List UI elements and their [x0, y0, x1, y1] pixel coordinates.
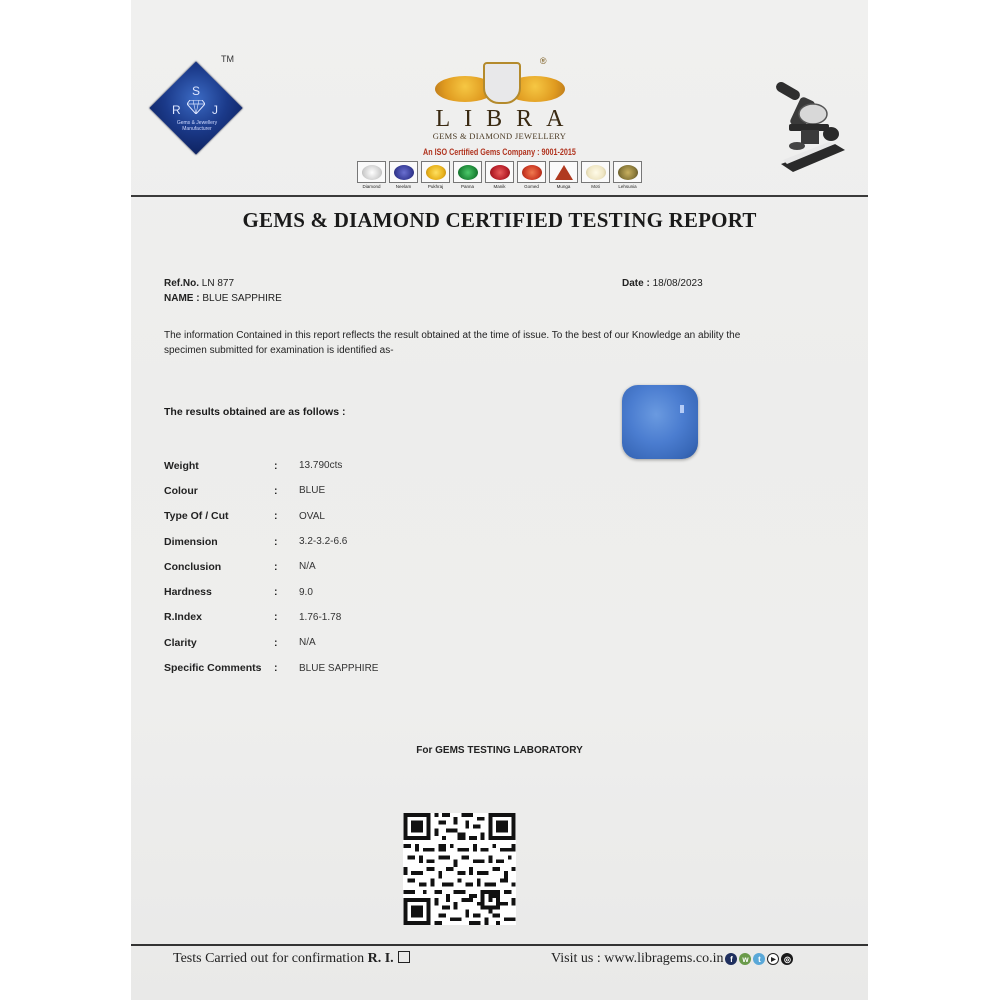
spec-key: R.Index [164, 611, 202, 624]
certificate-page [131, 0, 868, 1000]
spec-value: 13.790cts [299, 460, 343, 472]
gem-moti [581, 161, 610, 189]
libra-crest-icon [425, 56, 575, 108]
brand-tagline: GEMS & DIAMOND JEWELLERY [432, 131, 567, 141]
footer-divider [131, 944, 868, 946]
spec-colon: : [274, 636, 278, 649]
header-divider [131, 195, 868, 197]
date-label: Date : [622, 278, 650, 289]
spec-key: Weight [164, 459, 199, 472]
intro-paragraph: The information Contained in this report reflects the result obtained at the time of issue. To the best of our Knowledge an ability the specimen submitted for examination is identified as- [164, 330, 741, 356]
spec-value: 3.2-3.2-6.6 [299, 536, 348, 548]
manik-gem-icon [490, 165, 510, 180]
spec-key: Hardness [164, 586, 212, 599]
spec-row-cut [164, 504, 378, 529]
tests-confirmation [173, 951, 410, 967]
spec-colon: : [274, 662, 278, 675]
website-contact [551, 951, 793, 967]
spec-row-dimension [164, 529, 378, 554]
spec-colon: : [274, 510, 278, 523]
srj-letter-j: J [212, 103, 218, 117]
lehsunia-gem-icon [618, 165, 638, 180]
lab-signature: For GEMS TESTING LABORATORY [416, 745, 583, 756]
spec-key: Colour [164, 484, 198, 497]
spec-colon: : [274, 611, 278, 624]
spec-row-colour [164, 478, 378, 503]
gem-munga [549, 161, 578, 189]
gem-neelam [389, 161, 418, 189]
date-value: 18/08/2023 [652, 278, 703, 289]
gem-label: Manik [493, 184, 506, 189]
moti-gem-icon [586, 165, 606, 180]
gem-pukhraj [421, 161, 450, 189]
results-heading: The results obtained are as follows : [164, 406, 346, 418]
youtube-icon[interactable]: ▶ [767, 953, 779, 965]
gem-label: Panna [460, 184, 474, 189]
spec-row-hardness [164, 579, 378, 604]
munga-gem-icon [555, 165, 573, 180]
spec-key: Specific Comments [164, 662, 262, 675]
spec-value: 9.0 [299, 586, 313, 598]
ref-value: LN 877 [201, 278, 235, 289]
website-link[interactable]: Visit us : www.libragems.co.in [551, 951, 724, 966]
spec-row-weight [164, 453, 378, 478]
trademark-mark: TM [221, 54, 234, 64]
twitter-icon[interactable]: t [753, 953, 765, 965]
spec-value: 1.76-1.78 [299, 611, 342, 623]
spec-key: Dimension [164, 535, 218, 548]
brand-name: LIBRA [435, 106, 578, 132]
spec-colon: : [274, 484, 278, 497]
gem-label: Moti [591, 184, 600, 189]
gem-panna [453, 161, 482, 189]
ref-number [164, 278, 234, 289]
ref-label: Ref.No. [164, 278, 199, 289]
spec-row-comments [164, 655, 378, 680]
spec-value: N/A [299, 561, 316, 573]
spec-value: OVAL [299, 510, 325, 522]
whatsapp-icon[interactable]: w [739, 953, 751, 965]
qr-code[interactable] [403, 813, 516, 925]
gem-label: Lehsunia [618, 184, 637, 189]
gem-label: Munga [556, 184, 571, 189]
instagram-icon[interactable]: ◎ [781, 953, 793, 965]
microscope-icon [773, 72, 848, 172]
gem-label: Gomed [524, 184, 539, 189]
specimen-name [164, 293, 282, 304]
spec-value: N/A [299, 637, 316, 649]
srj-letter-r: R [172, 103, 181, 117]
pukhraj-gem-icon [426, 165, 446, 180]
spec-colon: : [274, 560, 278, 573]
gem-lehsunia [613, 161, 642, 189]
spec-row-clarity [164, 630, 378, 655]
report-title: GEMS & DIAMOND CERTIFIED TESTING REPORT [242, 208, 757, 232]
spec-value: BLUE SAPPHIRE [299, 662, 379, 674]
tests-bold: R. I. [367, 951, 394, 966]
gem-gomed [517, 161, 546, 189]
gemstone-photo [622, 385, 698, 459]
srj-letter-s: S [192, 84, 201, 98]
gem-strip [131, 161, 868, 189]
neelam-gem-icon [394, 165, 414, 180]
gem-label: Neelam [395, 184, 412, 189]
spec-key: Conclusion [164, 560, 222, 573]
gomed-gem-icon [522, 165, 542, 180]
panna-gem-icon [458, 165, 478, 180]
spec-colon: : [274, 459, 278, 472]
gem-manik [485, 161, 514, 189]
gem-label: Pukhraj [427, 184, 444, 189]
name-value: BLUE SAPPHIRE [202, 293, 282, 304]
spec-row-refractive-index [164, 605, 378, 630]
tests-text: Tests Carried out for confirmation [173, 951, 365, 966]
gem-label: Diamond [362, 184, 381, 189]
spec-colon: : [274, 586, 278, 599]
facebook-icon[interactable]: f [725, 953, 737, 965]
diamond-gem-icon [362, 165, 382, 180]
ri-checkbox[interactable] [398, 951, 410, 963]
iso-certification: An ISO Certified Gems Company : 9001-2015 [423, 147, 576, 157]
spec-table [164, 453, 378, 681]
spec-row-conclusion [164, 554, 378, 579]
spec-key: Clarity [164, 636, 197, 649]
gem-diamond [357, 161, 386, 189]
registered-mark: ® [539, 56, 547, 66]
spec-colon: : [274, 535, 278, 548]
report-date [622, 278, 703, 289]
name-label: NAME : [164, 293, 200, 304]
srj-subtext: Gems & Jewellery Manufacturer [176, 120, 218, 132]
spec-key: Type Of / Cut [164, 510, 229, 523]
spec-value: BLUE [299, 485, 326, 497]
